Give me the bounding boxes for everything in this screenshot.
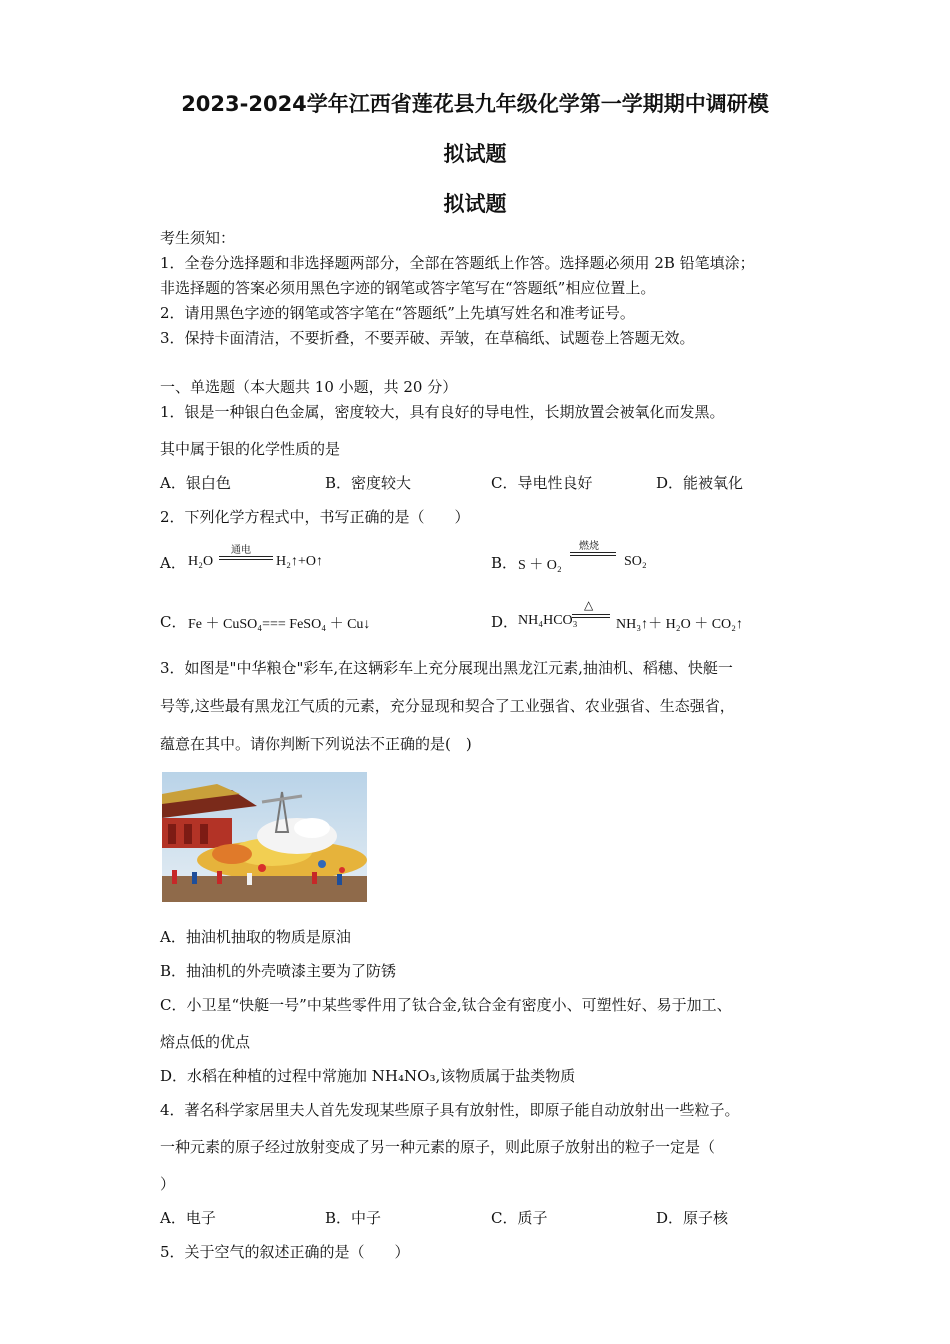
q4-option-b: B．中子 (325, 1209, 382, 1227)
q4-stem-3: ） (160, 1175, 176, 1193)
q3-option-a: A．抽油机抽取的物质是原油 (160, 928, 351, 946)
q2-option-d-label: D． (491, 613, 519, 631)
notice-line-4: 3．保持卡面清洁，不要折叠，不要弄破、弄皱，在草稿纸、试题卷上答题无效。 (160, 329, 695, 347)
q3-option-c-line-1: C．小卫星“快艇一号”中某些零件用了钛合金,钛合金有密度小、可塑性好、易于加工、 (160, 996, 732, 1014)
q2-c-equation: Fe ＋ CuSO₄=== FeSO₄ ＋ Cu↓ (188, 617, 371, 632)
q2-b-right: SO₂ (624, 554, 647, 569)
q3-stem-3: 蕴意在其中。请你判断下列说法不正确的是( ) (160, 735, 472, 753)
q2-a-left: H₂O (188, 554, 214, 569)
q2-d-right: NH₃↑＋ H₂O ＋ CO₂↑ (616, 617, 744, 632)
q3-d-formula: NH₄NO₃ (371, 1067, 436, 1085)
q2-a-right: H₂↑+O↑ (276, 554, 323, 569)
q2-d-arrow (572, 614, 610, 618)
title-line-1: 2023-2024学年江西省莲花县九年级化学第一学期期中调研模 (181, 92, 769, 116)
q1-stem-2: 其中属于银的化学性质的是 (160, 440, 341, 458)
q1-stem-1: 1．银是一种银白色金属，密度较大，具有良好的导电性，长期放置会被氧化而发黑。 (160, 403, 725, 421)
q2-a-arrow (219, 556, 273, 560)
q2-d-left: NH₄HCO₃ (518, 613, 578, 628)
q3-d-pre: D．水稻在种植的过程中常施加 (160, 1067, 372, 1085)
q2-option-c-label: C． (160, 613, 187, 631)
q4-option-d: D．原子核 (656, 1209, 729, 1227)
q4-option-c: C．质子 (491, 1209, 548, 1227)
q3-option-d (160, 1065, 575, 1086)
q2-b-left: S ＋ O₂ (518, 558, 562, 573)
title-line-3: 拟试题 (443, 192, 507, 216)
notice-line-2: 非选择题的答案必须用黑色字迹的钢笔或答字笔写在“答题纸”相应位置上。 (160, 279, 656, 297)
q4-stem-1: 4．著名科学家居里夫人首先发现某些原子具有放射性，即原子能自动放射出一些粒子。 (160, 1101, 740, 1119)
q2-option-b-label: B． (491, 554, 518, 572)
q5-stem: 5．关于空气的叙述正确的是（ ） (160, 1243, 410, 1261)
section-heading: 一、单选题（本大题共 10 小题，共 20 分） (160, 378, 458, 396)
q3-option-c-line-2: 熔点低的优点 (160, 1033, 251, 1051)
q1-option-b: B．密度较大 (325, 474, 412, 492)
q4-stem-2: 一种元素的原子经过放射变成了另一种元素的原子，则此原子放射出的粒子一定是（ (160, 1138, 716, 1156)
q3-option-b: B．抽油机的外壳喷漆主要为了防锈 (160, 962, 397, 980)
q1-option-c: C．导电性良好 (491, 474, 593, 492)
q4-option-a: A．电子 (160, 1209, 216, 1227)
q3-stem-2: 号等,这些最有黑龙江气质的元素，充分显现和契合了工业强省、农业强省、生态强省， (160, 697, 735, 715)
title-line-2: 拟试题 (443, 142, 507, 166)
q3-stem-1: 3．如图是"中华粮仓"彩车,在这辆彩车上充分展现出黑龙江元素,抽油机、稻穗、快艇一 (160, 659, 733, 677)
notice-heading: 考生须知： (160, 229, 236, 247)
q2-option-a-label: A． (160, 554, 186, 572)
q1-option-a: A．银白色 (160, 474, 231, 492)
q2-stem: 2．下列化学方程式中，书写正确的是（ ） (160, 508, 470, 526)
q3-d-post: ,该物质属于盐类物质 (435, 1067, 576, 1085)
q2-b-condition: 燃烧 (579, 541, 599, 552)
q2-a-condition: 通电 (231, 545, 251, 556)
q1-option-d: D．能被氧化 (656, 474, 744, 492)
q2-d-condition: △ (584, 598, 594, 612)
notice-line-1: 1．全卷分选择题和非选择题两部分，全部在答题纸上作答。选择题必须用 2B 铅笔填涂； (160, 254, 755, 272)
q2-b-arrow (570, 552, 616, 556)
parade-float-photo (162, 772, 367, 902)
notice-line-3: 2．请用黑色字迹的钢笔或答字笔在“答题纸”上先填写姓名和准考证号。 (160, 304, 635, 322)
